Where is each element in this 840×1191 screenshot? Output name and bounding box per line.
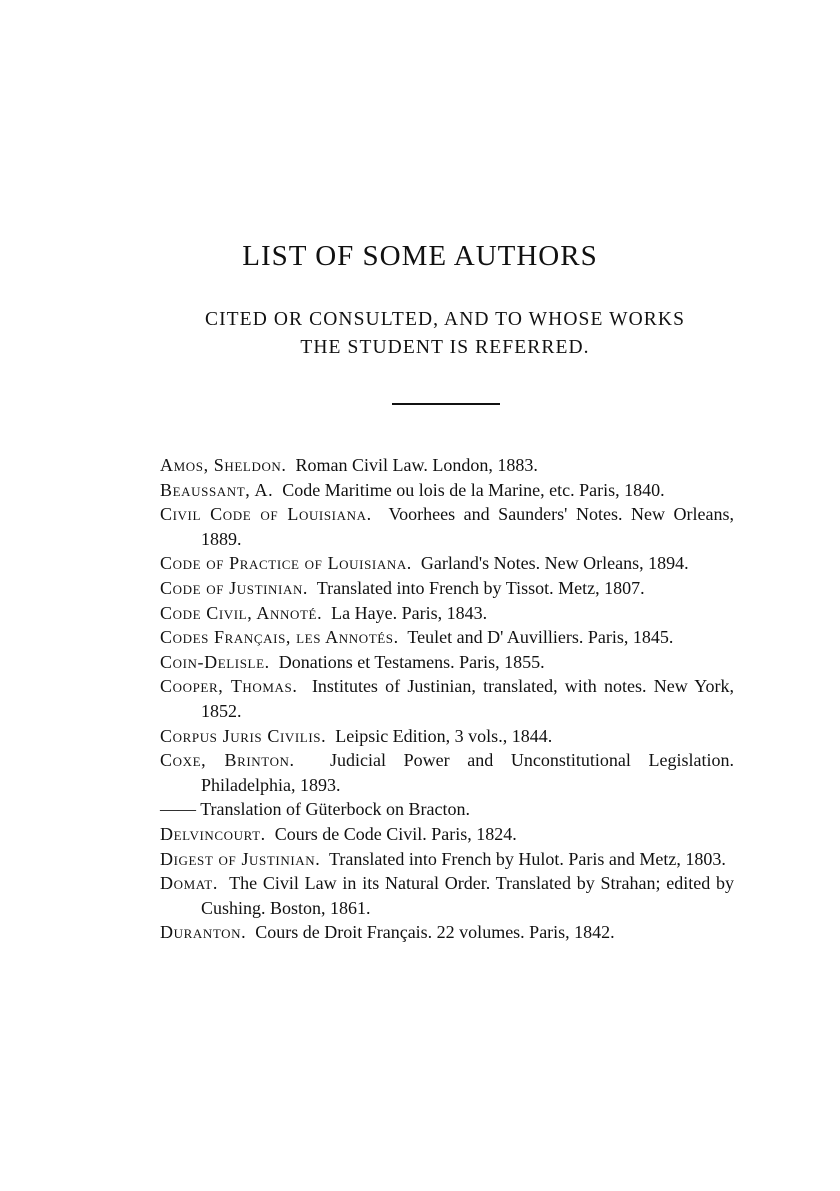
author-entry <box>160 871 734 920</box>
author-name: Coin-Delisle. <box>160 651 270 672</box>
entry-text: Garland's Notes. New Orleans, 1894. <box>420 553 689 574</box>
author-name: Beaussant, A. <box>160 479 274 500</box>
page-title: LIST OF SOME AUTHORS <box>242 240 598 272</box>
author-name: Domat. <box>160 873 218 894</box>
entry-text: Voorhees and Saunders' Notes. New Orleans, 1889. <box>201 504 734 549</box>
author-name: Code of Justinian. <box>160 577 309 598</box>
author-name: Digest of Justinian. <box>160 848 321 869</box>
author-name: Coxe, Brinton. <box>160 750 295 771</box>
entry-text: Roman Civil Law. London, 1883. <box>295 455 538 475</box>
entry-text: Leipsic Edition, 3 vols., 1844. <box>335 725 553 746</box>
author-entry <box>160 797 734 822</box>
entry-text: Institutes of Justinian, translated, with notes. New York, 1852. <box>201 676 734 721</box>
entry-text: Translated into French by Hulot. Paris and Metz, 1803. <box>329 848 726 869</box>
entry-text: Donations et Testamens. Paris, 1855. <box>278 651 545 672</box>
author-entry <box>160 625 734 650</box>
author-name: Delvincourt. <box>160 823 266 844</box>
author-entry <box>160 453 734 478</box>
author-entry <box>160 576 734 601</box>
ditto-dash: —— <box>160 799 196 820</box>
author-entry <box>160 847 734 872</box>
entry-text: Cours de Code Civil. Paris, 1824. <box>274 823 517 844</box>
author-list <box>160 453 734 945</box>
author-name: Code of Practice of Louisiana. <box>160 553 412 574</box>
author-entry <box>160 724 734 749</box>
author-entry <box>160 502 734 551</box>
entry-text: Cours de Droit Français. 22 volumes. Paris, 1842. <box>255 922 615 943</box>
entry-text: Code Maritime ou lois de la Marine, etc. Paris, 1840. <box>282 479 665 500</box>
page-subtitle <box>150 306 740 362</box>
author-entry <box>160 478 734 503</box>
entry-text: The Civil Law in its Natural Order. Translated by Strahan; edited by Cushing. Boston, 1861. <box>201 873 734 918</box>
author-entry <box>160 601 734 626</box>
author-name: Amos, Sheldon. <box>160 455 287 475</box>
entry-text: Translation of Güterbock on Bracton. <box>200 799 470 820</box>
author-entry <box>160 920 734 945</box>
entry-text: Translated into French by Tissot. Metz, 1807. <box>316 577 645 598</box>
author-name: Codes Français, les Annotés. <box>160 627 399 648</box>
entry-text: Judicial Power and Unconstitutional Legislation. Philadelphia, 1893. <box>201 750 735 795</box>
entry-text: Teulet and D' Auvilliers. Paris, 1845. <box>407 627 674 648</box>
author-name: Cooper, Thomas. <box>160 676 298 697</box>
author-entry <box>160 822 734 847</box>
author-entry <box>160 650 734 675</box>
subtitle-line: THE STUDENT IS REFERRED. <box>300 337 590 358</box>
author-name: Duranton. <box>160 922 247 943</box>
entry-text: La Haye. Paris, 1843. <box>331 602 488 623</box>
author-name: Corpus Juris Civilis. <box>160 725 327 746</box>
author-entry <box>160 674 734 723</box>
author-name: Civil Code of Louisiana. <box>160 504 372 525</box>
subtitle-line: CITED OR CONSULTED, AND TO WHOSE WORKS <box>204 309 686 330</box>
divider-rule <box>392 403 500 405</box>
author-name: Code Civil, Annoté. <box>160 602 323 623</box>
author-entry <box>160 748 734 797</box>
author-entry <box>160 551 734 576</box>
